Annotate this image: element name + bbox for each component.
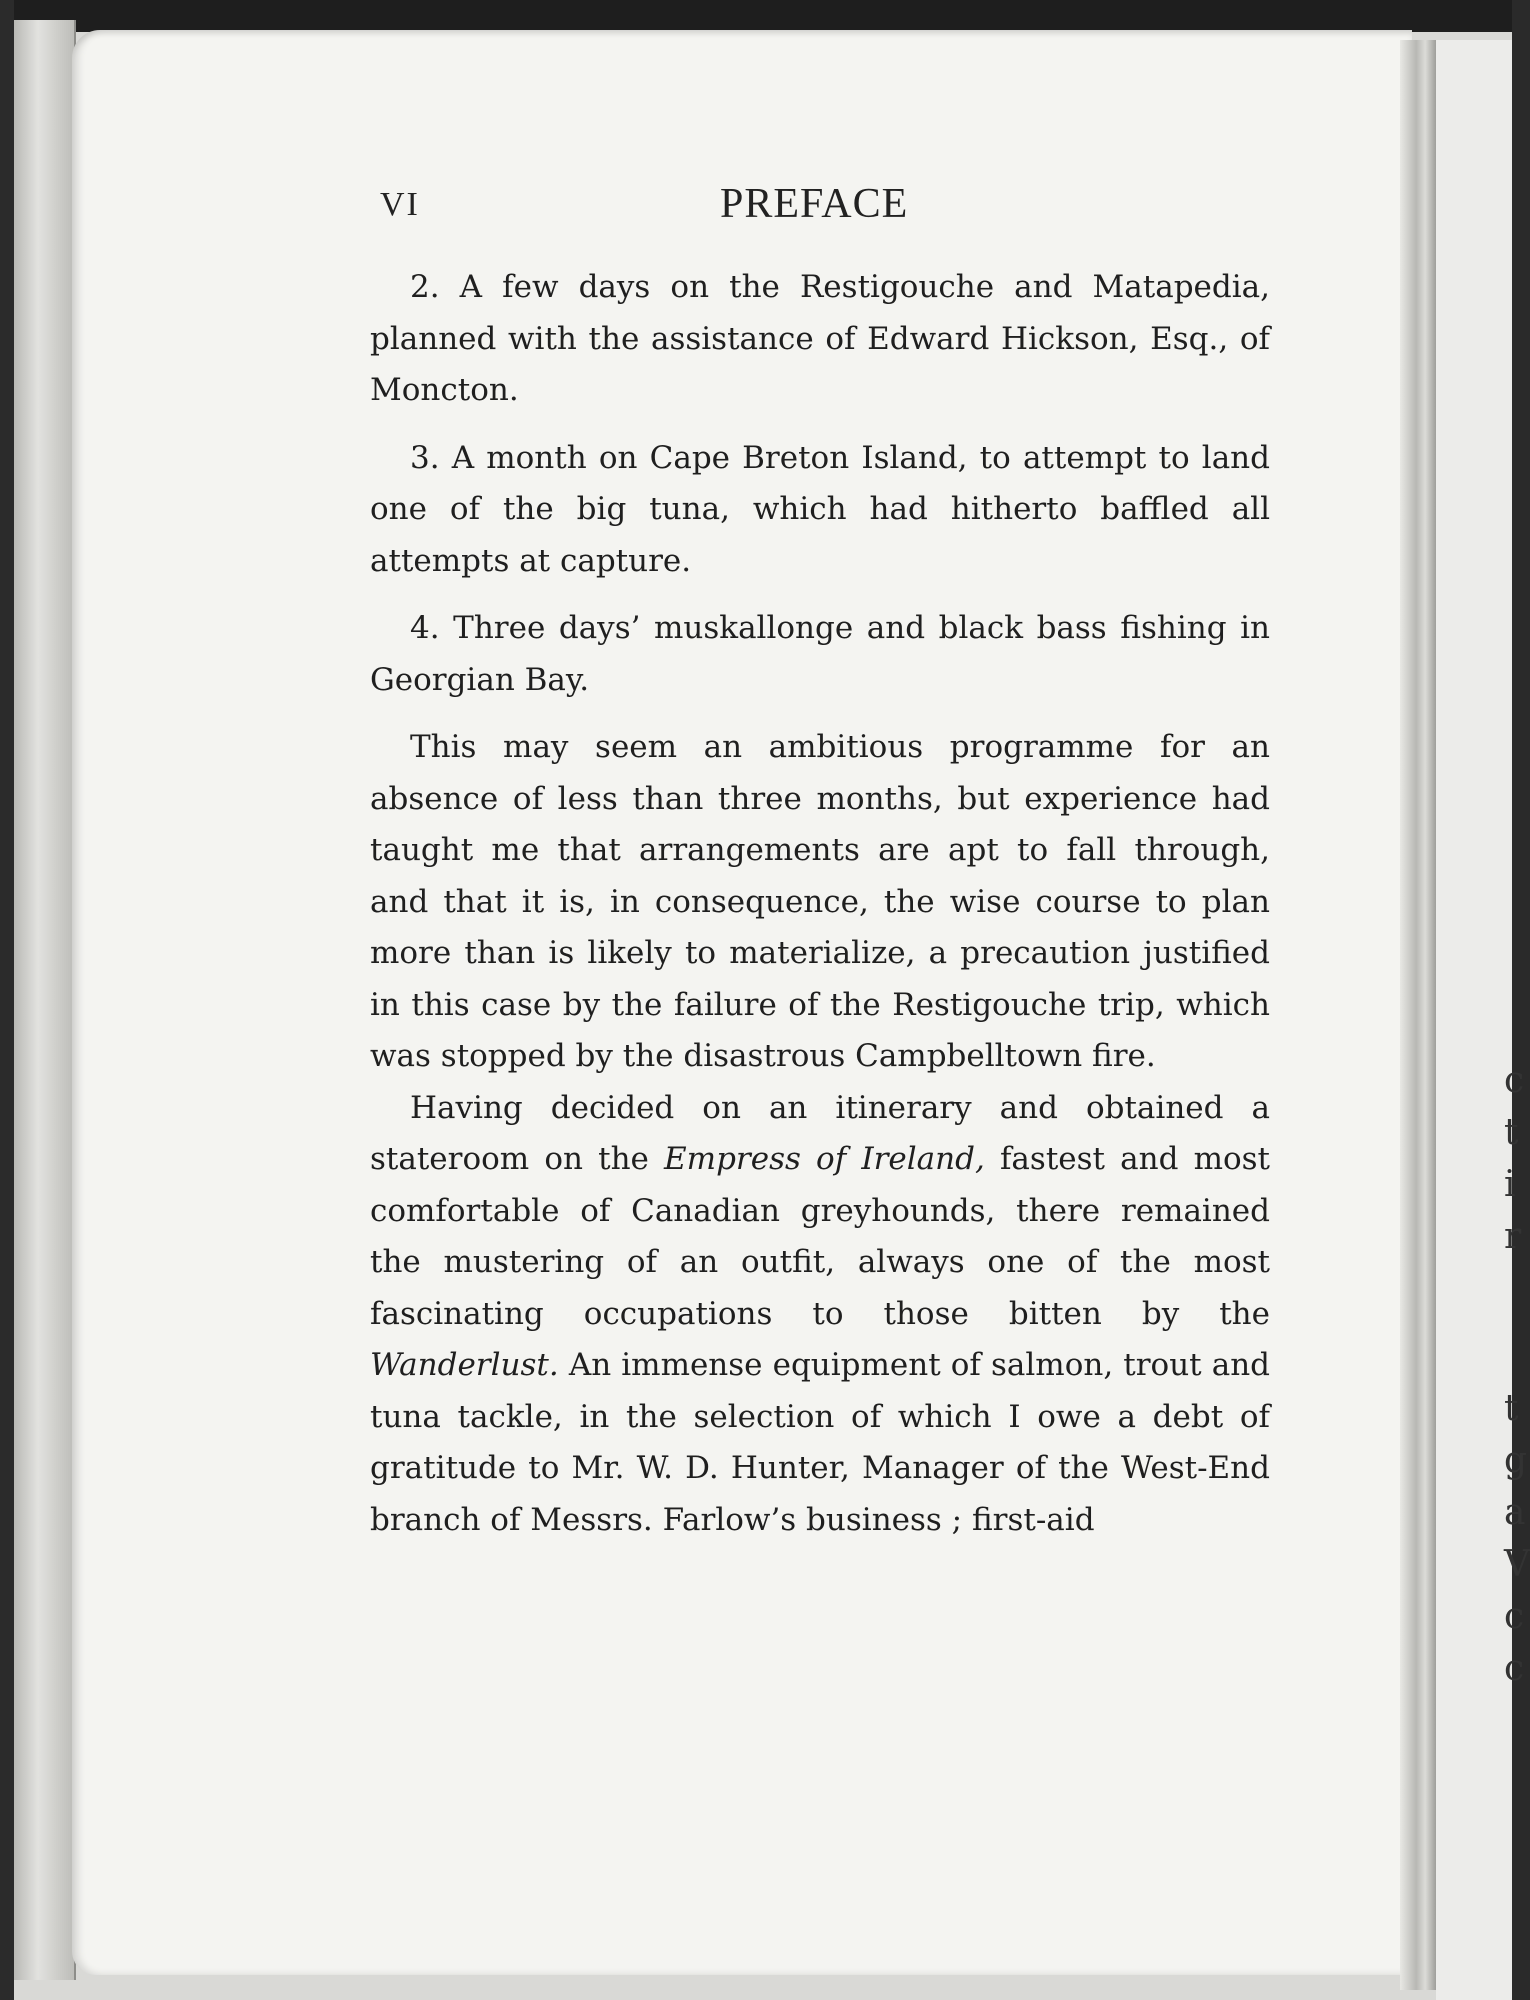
scan-left-border [0,0,14,2000]
facing-page-letter: t [1504,1112,1519,1153]
running-title: PREFACE [720,181,909,227]
facing-page-letter: c [1504,1596,1525,1637]
paragraph-text: An immense equipment of salmon, trout and tuna tackle, in the selection of which I owe a debt of gratitude to Mr. W. D. Hunter, Manager of the West-End branch of Messrs. Farlow’s business ; first-aid [370,1347,1270,1538]
scan-top-border [0,0,1512,32]
paragraph-text: Having decided on an itinerary and obtained a stateroom on the [370,1089,1270,1177]
facing-page-letter: c [1504,1648,1525,1689]
facing-page-letter: t [1504,1388,1519,1429]
ship-name: Empress of Ireland, [664,1141,985,1177]
facing-page-letter: r [1504,1216,1522,1257]
facing-page-letter: a [1504,1492,1526,1533]
book-page-edges [14,20,76,1980]
facing-page-letter: g [1504,1440,1528,1481]
paragraph: 2. A few days on the Restigouche and Matapedia, planned with the assistance of Edward Hickson, Esq., of Moncton. [370,269,1270,408]
page-number: VI [380,186,420,223]
facing-page-edge [1436,40,1530,2000]
page-header [380,180,1280,240]
italic-term: Wanderlust. [370,1347,559,1383]
book-gutter [1400,40,1436,1990]
paragraph: 3. A month on Cape Breton Island, to attempt to land one of the big tuna, which had hitherto baffled all attempts at capture. [370,439,1270,579]
facing-page-letter: c [1504,1060,1525,1101]
paragraph: This may seem an ambitious programme for an absence of less than three months, but experience had taught me that arrangements are apt to fall through, and that it is, in consequence, the wise course to plan more than is likely to materialize, a precaution justified in this case by the failure of the Restigouche trip, which was stopped by the disastrous Campbelltown fire. [370,729,1270,1074]
facing-page-letter: i [1504,1164,1516,1205]
facing-page-letter: V [1504,1544,1530,1585]
paragraph [370,1083,1270,1547]
paragraph-text: fastest and most comfortable of Canadian greyhounds, there remained the mustering of an outfit, always one of the most fascinating occupations to those bitten by the [370,1141,1271,1332]
body-text [370,262,1270,1546]
paragraph: 4. Three days’ muskallonge and black bass fishing in Georgian Bay. [370,610,1270,698]
